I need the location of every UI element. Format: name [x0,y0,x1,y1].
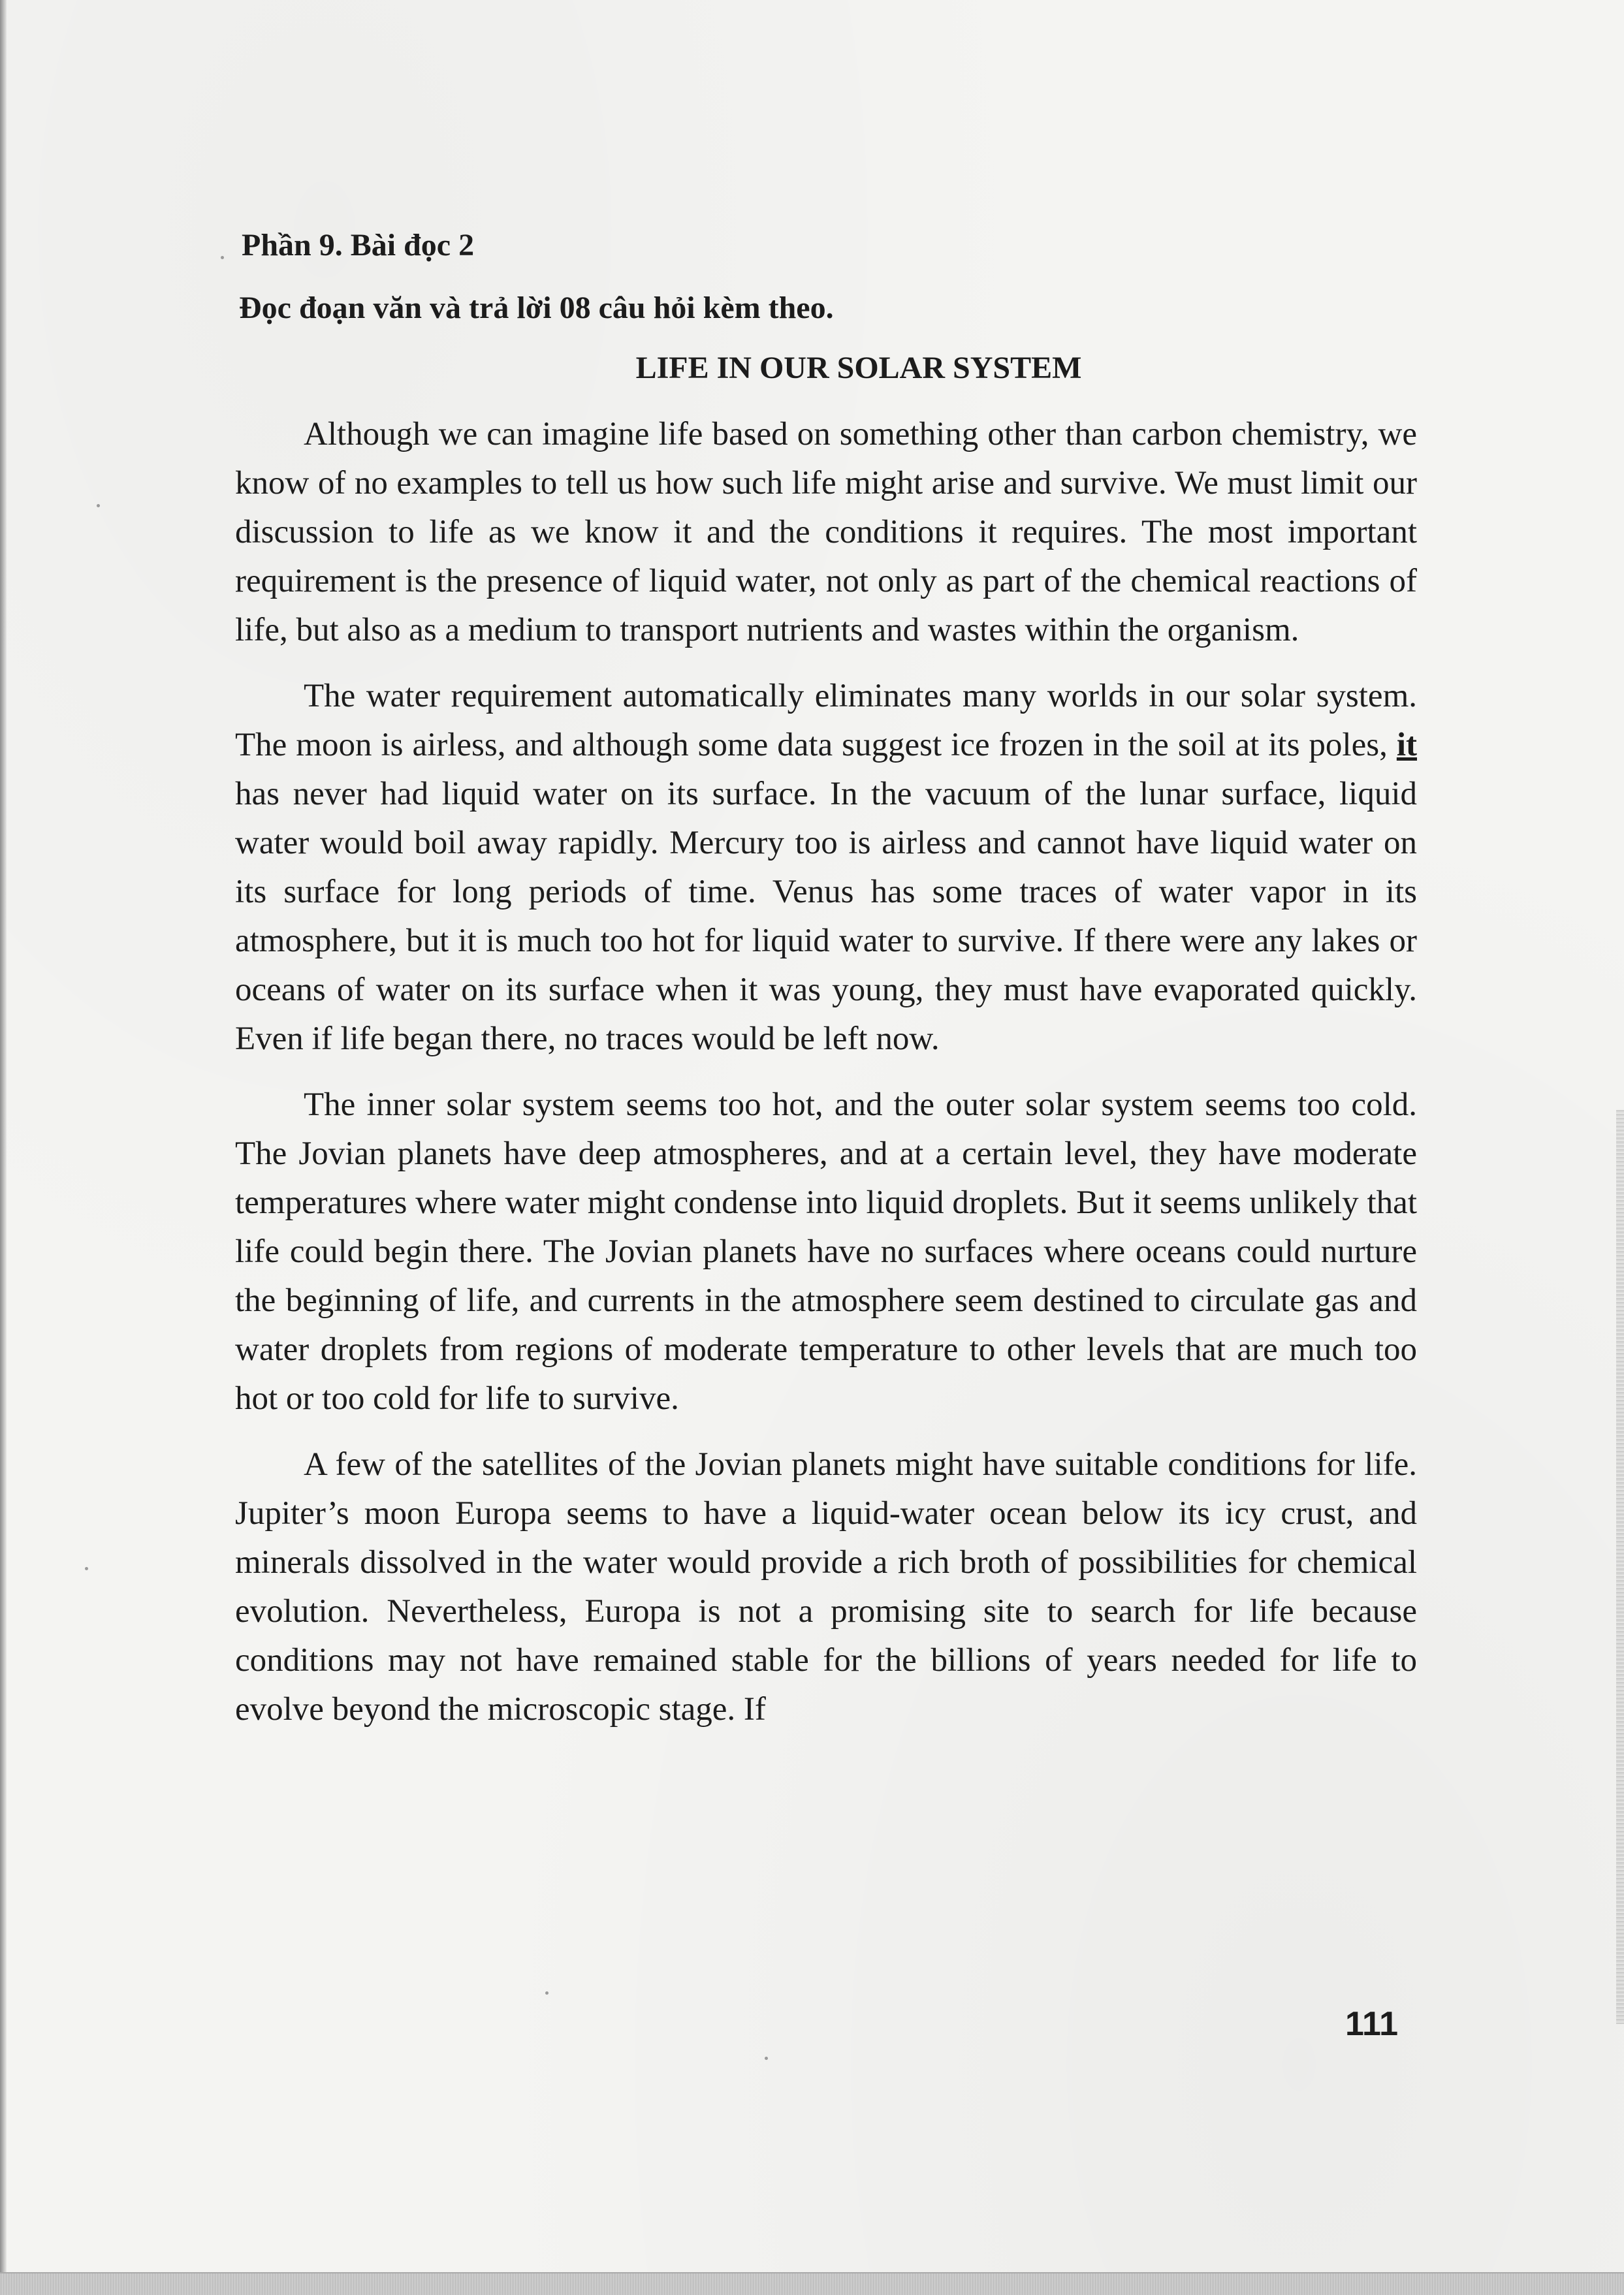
scan-speck [765,2057,768,2060]
scan-speck [97,504,100,507]
paragraph-4: A few of the satellites of the Jovian planets might have suitable conditions for life. Jupiter’s moon Europa seems to have a liquid-water ocean below its icy crust, and minerals dissolved in the water would provide a rich broth of possibilities for chemical evolution. Nevertheless, Europa is not a promising site to search for life because conditions may not have remained stable for the billions of years needed for life to evolve beyond the microscopic stage. If [235,1446,1417,1728]
page-number: 111 [1345,2005,1399,2043]
paragraph-2-after: has never had liquid water on its surface. In the vacuum of the lunar surface, liquid water would boil away rapidly. Mercury too is airless and cannot have liquid water on its surface for long periods of time. Venus has some traces of water vapor in its atmosphere, but it is much too hot for liquid water to survive. If there were any lakes or oceans of water on its surface when it was young, they must have evaporated quickly. Even if life began there, no traces would be left now. [235,776,1417,1057]
scan-right-edge [1616,1110,1624,2024]
document-content [235,222,1417,1751]
scan-bottom-strip [0,2272,1624,2295]
scan-left-edge [0,0,7,2294]
instruction-text: Đọc đoạn văn và trả lời 08 câu hỏi kèm theo. [239,291,834,325]
paragraph-2 [235,672,1417,1064]
passage-title: LIFE IN OUR SOLAR SYSTEM [635,351,1082,385]
paragraph-3: The inner solar system seems too hot, and the outer solar system seems too cold. The Jovian planets have deep atmospheres, and at a certain level, they have moderate temperatures where water might condense into liquid droplets. But it seems unlikely that life could begin there. The Jovian planets have no surfaces where oceans could nurture the beginning of life, and currents in the atmosphere seem destined to circulate gas and water droplets from regions of moderate temperature to other levels that are much too hot or too cold for life to survive. [235,1086,1417,1417]
scan-speck [221,256,224,259]
section-heading: Phần 9. Bài đọc 2 [242,228,475,262]
scan-speck [85,1567,88,1570]
paragraph-2-before: The water requirement automatically eliminates many worlds in our solar system. The moon is airless, and although some data suggest ice frozen in the soil at its poles, [235,678,1417,763]
paragraph-1: Although we can imagine life based on something other than carbon chemistry, we know of no examples to tell us how such life might arise and survive. We must limit our discussion to life as we know it and the conditions it requires. The most important requirement is the presence of liquid water, not only as part of the chemical reactions of life, but also as a medium to transport nutrients and wastes within the organism. [235,416,1417,648]
underlined-reference-word: it [1396,727,1417,763]
scan-speck [545,1991,549,1995]
